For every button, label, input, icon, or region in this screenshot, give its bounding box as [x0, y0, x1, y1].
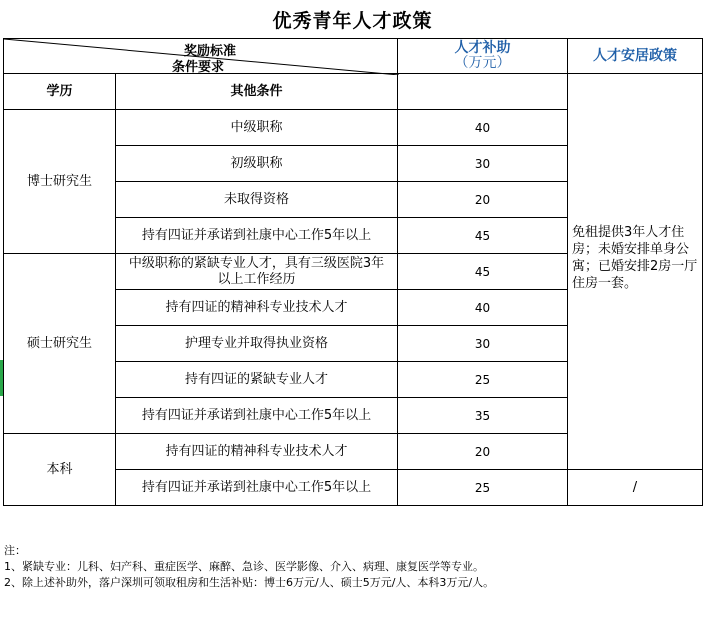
condition-cell: 持有四证并承诺到社康中心工作5年以上 — [116, 470, 398, 506]
amount-cell: 25 — [398, 470, 568, 506]
housing-bachelor-cell: / — [568, 470, 703, 506]
header-empty — [398, 74, 568, 110]
condition-cell: 中级职称的紧缺专业人才，具有三级医院3年以上工作经历 — [116, 254, 398, 290]
row-selection-marker — [0, 360, 3, 396]
diagonal-header-cell — [3, 38, 398, 74]
group-master: 硕士研究生 — [3, 254, 116, 434]
condition-cell: 初级职称 — [116, 146, 398, 182]
amount-cell: 20 — [398, 434, 568, 470]
condition-cell: 持有四证并承诺到社康中心工作5年以上 — [116, 398, 398, 434]
condition-cell: 持有四证的紧缺专业人才 — [116, 362, 398, 398]
amount-cell: 25 — [398, 362, 568, 398]
amount-cell: 40 — [398, 110, 568, 146]
header-subsidy — [398, 38, 568, 74]
header-condition-requirement: 条件要求 — [172, 60, 225, 75]
amount-cell: 30 — [398, 146, 568, 182]
amount-cell: 40 — [398, 290, 568, 326]
notes-line-1: 1、紧缺专业：儿科、妇产科、重症医学、麻醉、急诊、医学影像、介入、病理、康复医学等专业。 — [4, 560, 484, 573]
header-reward-standard: 奖励标准 — [184, 44, 237, 59]
condition-cell: 未取得资格 — [116, 182, 398, 218]
page-title: 优秀青年人才政策 — [272, 10, 433, 32]
condition-cell: 持有四证的精神科专业技术人才 — [116, 290, 398, 326]
group-bachelor: 本科 — [3, 434, 116, 506]
header-other-conditions: 其他条件 — [116, 74, 398, 110]
condition-cell: 护理专业并取得执业资格 — [116, 326, 398, 362]
condition-cell: 持有四证并承诺到社康中心工作5年以上 — [116, 218, 398, 254]
header-education: 学历 — [3, 74, 116, 110]
amount-cell: 45 — [398, 254, 568, 290]
policy-table — [3, 38, 703, 506]
housing-policy-cell: 免租提供3年人才住房；未婚安排单身公寓；已婚安排2房一厅住房一套。 — [568, 74, 703, 470]
amount-cell: 45 — [398, 218, 568, 254]
header-subsidy-line2: （万元） — [454, 55, 511, 71]
amount-cell: 30 — [398, 326, 568, 362]
condition-cell: 中级职称 — [116, 110, 398, 146]
amount-cell: 20 — [398, 182, 568, 218]
amount-cell: 35 — [398, 398, 568, 434]
group-phd: 博士研究生 — [3, 110, 116, 254]
notes-label: 注： — [4, 544, 26, 557]
notes-line-2: 2、除上述补助外，落户深圳可领取租房和生活补贴：博士6万元/人、硕士5万元/人、本科3万元/人。 — [4, 576, 495, 589]
condition-cell: 持有四证的精神科专业技术人才 — [116, 434, 398, 470]
header-housing: 人才安居政策 — [568, 38, 703, 74]
notes-section — [4, 543, 494, 591]
header-subsidy-line1: 人才补助 — [454, 40, 511, 56]
